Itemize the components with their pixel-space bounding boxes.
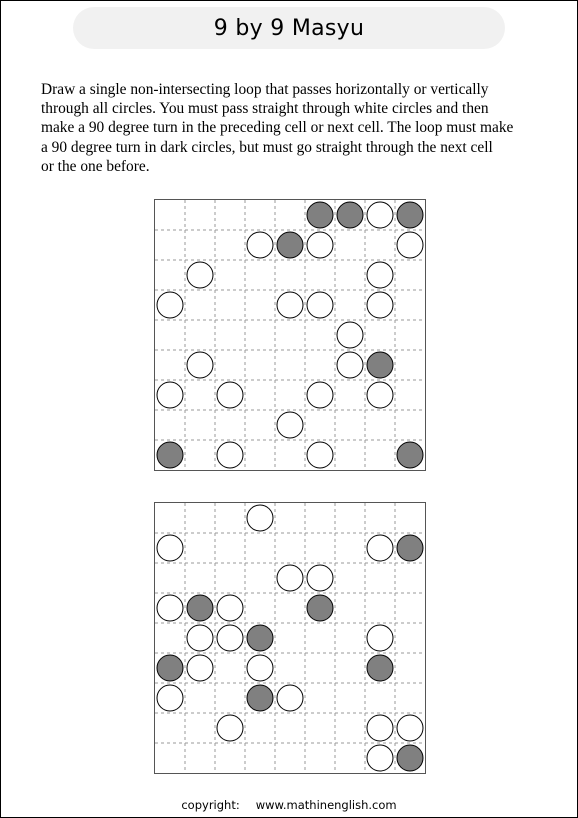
white-circle xyxy=(367,745,393,771)
dark-circle xyxy=(247,685,273,711)
white-circle xyxy=(187,352,213,378)
white-circle xyxy=(277,292,303,318)
dark-circle xyxy=(397,202,423,228)
white-circle xyxy=(367,292,393,318)
white-circle xyxy=(307,565,333,591)
white-circle xyxy=(397,232,423,258)
white-circle xyxy=(367,535,393,561)
instructions-line: through all circles. You must pass straight through white circles and then xyxy=(41,100,489,118)
dark-circle xyxy=(307,202,333,228)
copyright-site: www.mathinenglish.com xyxy=(255,798,397,812)
white-circle xyxy=(367,625,393,651)
white-circle xyxy=(187,655,213,681)
instructions-line: make a 90 degree turn in the preceding cell or next cell. The loop must make xyxy=(41,119,514,137)
white-circle xyxy=(307,442,333,468)
white-circle xyxy=(217,625,243,651)
white-circle xyxy=(157,685,183,711)
dark-circle xyxy=(157,655,183,681)
white-circle xyxy=(277,685,303,711)
white-circle xyxy=(247,505,273,531)
dark-circle xyxy=(157,442,183,468)
instructions-line: or the one before. xyxy=(41,157,150,175)
white-circle xyxy=(337,322,363,348)
copyright-label: copyright: xyxy=(181,798,240,812)
instructions xyxy=(41,80,553,176)
dark-circle xyxy=(397,535,423,561)
white-circle xyxy=(187,625,213,651)
white-circle xyxy=(217,595,243,621)
grid-svg xyxy=(155,200,425,470)
dark-circle xyxy=(187,595,213,621)
dark-circle xyxy=(277,232,303,258)
puzzle-board-2 xyxy=(155,503,425,773)
white-circle xyxy=(397,715,423,741)
puzzle-board-1 xyxy=(155,200,425,470)
white-circle xyxy=(277,412,303,438)
white-circle xyxy=(307,382,333,408)
instructions-line: a 90 degree turn in dark circles, but must go straight through the next cell xyxy=(41,138,493,156)
white-circle xyxy=(217,382,243,408)
white-circle xyxy=(217,442,243,468)
white-circle xyxy=(157,292,183,318)
dark-circle xyxy=(367,352,393,378)
white-circle xyxy=(157,382,183,408)
white-circle xyxy=(247,655,273,681)
dark-circle xyxy=(247,625,273,651)
instructions-line: Draw a single non-intersecting loop that passes horizontally or vertically xyxy=(41,81,489,98)
dark-circle xyxy=(367,655,393,681)
white-circle xyxy=(187,262,213,288)
footer xyxy=(0,798,578,812)
white-circle xyxy=(367,382,393,408)
white-circle xyxy=(367,262,393,288)
grid-svg xyxy=(155,503,425,773)
white-circle xyxy=(367,202,393,228)
dark-circle xyxy=(397,745,423,771)
white-circle xyxy=(337,352,363,378)
white-circle xyxy=(277,565,303,591)
dark-circle xyxy=(307,595,333,621)
white-circle xyxy=(157,595,183,621)
white-circle xyxy=(367,715,393,741)
dark-circle xyxy=(397,442,423,468)
white-circle xyxy=(217,715,243,741)
white-circle xyxy=(157,535,183,561)
white-circle xyxy=(307,292,333,318)
title-banner xyxy=(73,7,505,49)
dark-circle xyxy=(337,202,363,228)
white-circle xyxy=(247,232,273,258)
white-circle xyxy=(307,232,333,258)
page-title: 9 by 9 Masyu xyxy=(213,15,365,41)
